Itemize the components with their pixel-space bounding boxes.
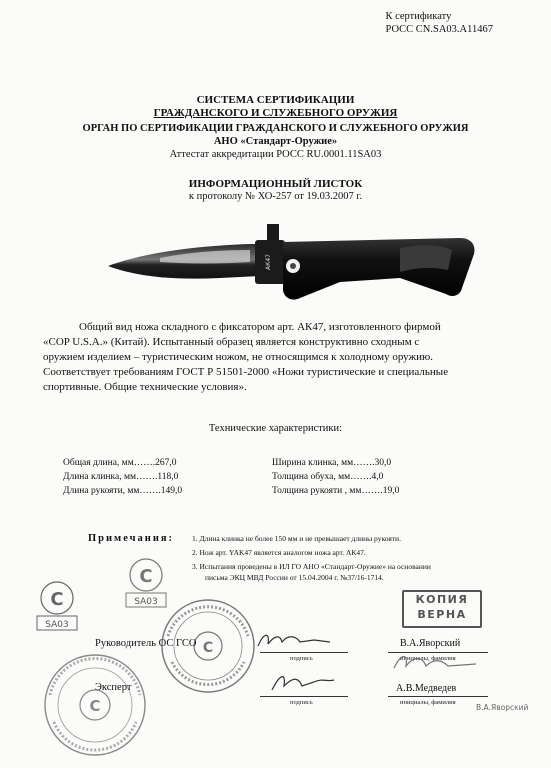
paragraph-line-3: оружием изделием – туристическим ножом, не относящимся к холодному оружию. [43,351,433,363]
head-name-caption: инициалы, фамилия [400,655,456,662]
spec-blade-length: Длина клинка, мм…….118,0 [63,472,179,482]
system-title-2: ГРАЖДАНСКОГО И СЛУЖЕБНОГО ОРУЖИЯ [153,106,398,119]
pivot-center [290,263,296,269]
expert-initials-signature [390,650,480,676]
copy-stamp-line-1: КОПИЯ [415,593,469,606]
notes-label: Примечания: [88,533,175,544]
expert-label: Эксперт [95,682,132,693]
head-signature-line [260,652,348,653]
expert-name-caption: инициалы, фамилия [400,699,456,706]
system-header [0,94,551,119]
paragraph-line-4: Соответствует требованиям ГОСТ Р 51501-2000 «Ножи туристические и специальные [43,366,449,378]
ano-title: АНО «Стандарт-Оружие» [213,136,338,147]
expert-sign-caption: подпись [290,699,313,706]
spec-total-length: Общая длина, мм…….267,0 [63,458,177,468]
system-title-1: СИСТЕМА СЕРТИФИКАЦИИ [196,94,355,106]
certificate-reference [385,11,493,36]
note-1: 1. Длина клинка не более 150 мм и не превышает длины рукояти. [192,534,401,543]
sa03-label-1: SA03 [45,620,69,630]
head-name: В.А.Яворский [400,638,461,649]
info-sheet-title: ИНФОРМАЦИОННЫЙ ЛИСТОК [188,178,363,190]
round-seal-2 [40,650,150,760]
knife-photo [100,218,480,308]
protocol-ref: к протоколу № ХО-257 от 19.03.2007 г. [188,191,363,202]
organ-title: ОРГАН ПО СЕРТИФИКАЦИИ ГРАЖДАНСКОГО И СЛУЖЕБНОГО ОРУЖИЯ [82,123,469,134]
sa03-label-2: SA03 [134,597,158,607]
head-sign-caption: подпись [290,655,313,662]
expert-name: А.В.Медведев [396,683,457,694]
svg-text:С: С [139,566,153,587]
paragraph-line-1: Общий вид ножа складного с фиксатором арт. АК47, изготовленного фирмой [79,321,441,333]
paragraph-line-2: «COP U.S.A.» (Китай). Испытанный образец является конструктивно сходным с [43,336,420,348]
svg-text:С: С [202,640,214,656]
ref-line-2: РОСС CN.SA03.A11467 [385,23,493,35]
paragraph-line-5: спортивные. Общие технические условия». [43,381,247,393]
note-3: 3. Испытания проведены в ИЛ ГО АНО «Стандарт-Оружие» на основании [192,562,431,571]
spec-handle-thickness: Толщина рукояти , мм…….19,0 [272,486,400,496]
accreditation: Аттестат аккредитации РОСС RU.0001.11SA03 [169,149,382,160]
spec-spine-thickness: Толщина обуха, мм…….4,0 [272,472,384,482]
note-3-cont: письма ЭКЦ МВД России от 15.04.2004 г. №37/16-1714. [205,573,384,582]
certification-mark-1 [34,578,80,634]
head-label: Руководитель ОС ГСО [95,638,197,649]
expert-name-line [388,696,488,697]
blade-marking: АК47 [265,254,272,270]
ref-line-1: К сертификату [385,11,452,22]
spec-handle-length: Длина рукояти, мм…….149,0 [63,486,183,496]
note-2: 2. Нож арт. YAK47 является аналогом ножа арт. АК47. [192,548,366,557]
svg-text:С: С [50,589,64,610]
expert-signature [268,668,338,696]
copy-certified-stamp [402,590,482,628]
expert-signature-line [260,696,348,697]
head-signature [254,628,334,652]
spec-blade-width: Ширина клинка, мм…….30,0 [272,458,392,468]
description-paragraph [43,320,523,395]
svg-text:С: С [89,697,101,715]
organ-header [0,122,551,161]
specs-title: Технические характеристики: [208,423,343,434]
copy-stamp-line-2: ВЕРНА [417,608,467,621]
yavorsky-stamp: В.А.Яворский [476,703,529,712]
